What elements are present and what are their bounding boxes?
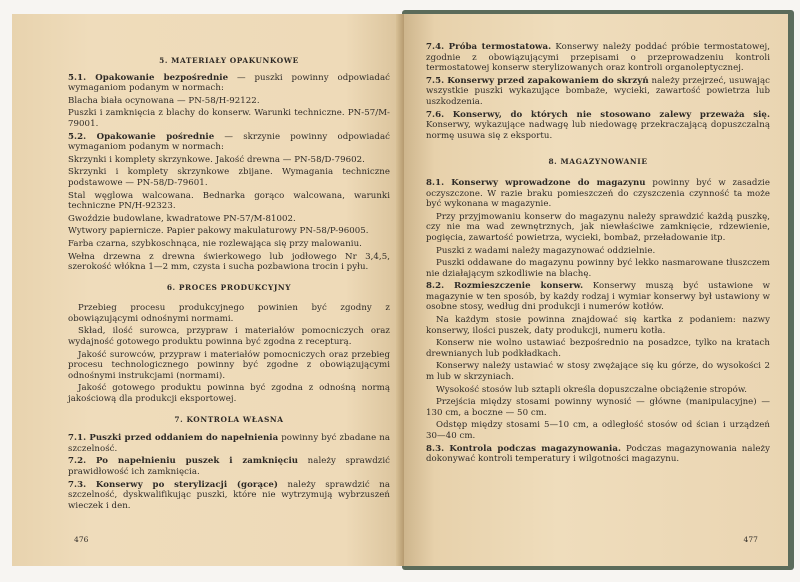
right-page	[404, 14, 788, 566]
paragraph-8-2: 8.2. Rozmieszczenie konserw. Konserwy muszą być ustawione w magazynie w ten sposób, by każdy rodzaj i wymiar konserwy był ustawiony w osobne stosy, według dni produkcji i numerów kotłów.	[426, 281, 770, 313]
paragraph-8: Konserwy należy ustawiać w stosy zwężające się ku górze, do wysokości 2 m lub w skrzyniach.	[426, 361, 770, 383]
paragraph-8: Przy przyjmowaniu konserw do magazynu należy sprawdzić każdą puszkę, czy nie ma wad zewnętrznych, jak niewłaściwe zamknięcie, rdzewienie, pogięcia, zawartość powietrza, wycieki, bombaż, przeładowanie itp.	[426, 211, 770, 243]
paragraph-6: Przebieg procesu produkcyjnego powinien być zgodny z obowiązującymi odnośnymi normami.	[68, 303, 390, 324]
paragraph-7-4: 7.4. Próba termostatowa. Konserwy należy poddać próbie termostatowej, zgodnie z obowiązującymi przepisami o przeprowadzeniu kontroli termostatowej konserw sterylizowanych oraz kontroli organoleptycznej.	[426, 42, 770, 74]
paragraph-7-6: 7.6. Konserwy, do których nie stosowano zalewy przeważa się. Konserwy, wykazujące nadwagę lub niedowagę przekraczającą dopuszczalną normę usuwa się z eksportu.	[426, 109, 770, 141]
norm-line: Skrzynki i komplety skrzynkowe. Jakość drewna — PN-58/D-79602.	[68, 154, 365, 165]
paragraph-7-3: 7.3. Konserwy po sterylizacji (gorące) należy sprawdzić na szczelność, dyskwalifikując puszki, które nie wytrzymują wybrzuszeń wieczek i den.	[68, 479, 390, 511]
page-number-left: 476	[74, 535, 89, 545]
paragraph-8: Puszki oddawane do magazynu powinny być lekko nasmarowane tłuszczem nie działającym szkodliwie na blachę.	[426, 258, 770, 279]
norm-line: Skrzynki i komplety skrzynkowe zbijane. Wymagania techniczne podstawowe — PN-58/D-79601.	[68, 167, 390, 188]
paragraph-6: Jakość surowców, przypraw i materiałów pomocniczych oraz przebieg procesu technologicznego powinny być zgodne z obowiązującymi odnośnymi instrukcjami (normami).	[68, 349, 390, 381]
paragraph-7-1: 7.1. Puszki przed oddaniem do napełnienia powinny być zbadane na szczelność.	[68, 433, 390, 454]
left-page	[12, 14, 404, 566]
paragraph-8-1: 8.1. Konserwy wprowadzone do magazynu powinny być w zasadzie oczyszczone. W razie braku pomieszczeń do czyszczenia czynność ta może być wykonana w magazynie.	[426, 177, 770, 210]
norm-line: Gwoździe budowlane, kwadratowe PN-57/M-81002.	[68, 213, 296, 224]
paragraph-7-2: 7.2. Po napełnieniu puszek i zamknięciu należy sprawdzić prawidłowość ich zamknięcia.	[68, 456, 390, 477]
paragraph-8: Na każdym stosie powinna znajdować się kartka z podaniem: nazwy konserwy, ilości puszek, daty produkcji, numeru kotła.	[426, 315, 770, 336]
norm-line: Wełna drzewna z drewna świerkowego lub jodłowego Nr 3,4,5, szerokość włókna 1—2 mm, czysta i sucha pozbawiona trocin i pyłu.	[68, 251, 390, 273]
paragraph-5-1: 5.1. Opakowanie bezpośrednie — puszki powinny odpowiadać wymaganiom podanym w normach:	[68, 72, 390, 94]
norm-line: Puszki i zamknięcia z blachy do konserw. Warunki techniczne. PN-57/M-79001.	[68, 108, 390, 129]
paragraph-7-5: 7.5. Konserwy przed zapakowaniem do skrzyń należy przejrzeć, usuwając wszystkie puszki wykazujące bombaże, wycieki, zawartość powietrza lub uszkodzenia.	[426, 75, 770, 107]
paragraph-8-3: 8.3. Kontrola podczas magazynowania. Podczas magazynowania należy dokonywać kontroli temperatury i wilgotności magazynu.	[426, 443, 770, 465]
section-5-title: 5. MATERIAŁY OPAKUNKOWE	[159, 56, 299, 65]
norm-line: Farba czarna, szybkoschnąca, nie rozlewająca się przy malowaniu.	[68, 238, 362, 249]
norm-line: Blacha biała ocynowana — PN-58/H-92122.	[68, 95, 260, 106]
norm-line: Stal węglowa walcowana. Bednarka gorąco walcowana, warunki techniczne PN/H-92323.	[68, 190, 390, 212]
paragraph-8: Wysokość stosów lub sztapli określa dopuszczalne obciążenie stropów.	[436, 384, 748, 395]
paragraph-6: Skład, ilość surowca, przypraw i materiałów pomocniczych oraz wydajność gotowego produktu powinna być zgodna z recepturą.	[68, 326, 390, 348]
paragraph-8: Przejścia między stosami powinny wynosić — główne (manipulacyjne) — 130 cm, a boczne — 50 cm.	[426, 397, 770, 418]
section-8-title: 8. MAGAZYNOWANIE	[548, 157, 648, 167]
page-number-right: 477	[743, 535, 758, 545]
paragraph-5-2: 5.2. Opakowanie pośrednie — skrzynie powinny odpowiadać wymaganiom podanym w normach:	[68, 131, 390, 153]
section-7-title: 7. KONTROLA WŁASNA	[174, 414, 284, 424]
paragraph-8: Puszki z wadami należy magazynować oddzielnie.	[436, 245, 656, 256]
section-6-title: 6. PROCES PRODUKCYJNY	[166, 282, 292, 292]
norm-line: Wytwory papiernicze. Papier pakowy makulaturowy PN-58/P-96005.	[68, 226, 369, 237]
paragraph-8: Odstęp między stosami 5—10 cm, a odległość stosów od ścian i urządzeń 30—40 cm.	[426, 420, 770, 441]
paragraph-6: Jakość gotowego produktu powinna być zgodna z odnośną normą jakościową dla produkcji eksportowej.	[68, 383, 390, 405]
paragraph-8: Konserw nie wolno ustawiać bezpośrednio na posadzce, tylko na kratach drewnianych lub podkładkach.	[426, 338, 770, 359]
